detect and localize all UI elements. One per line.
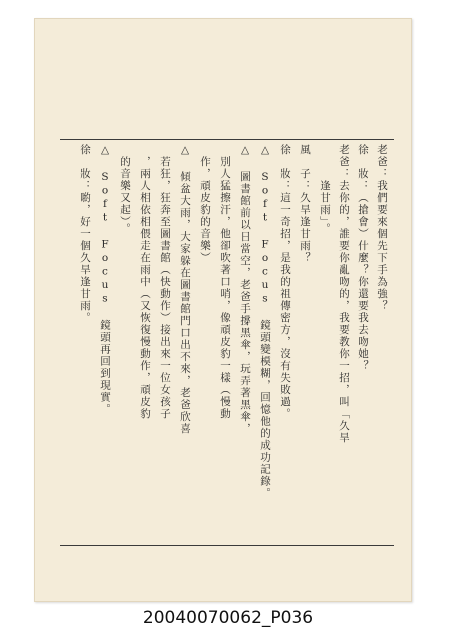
script-text-block (60, 139, 394, 546)
script-line: 徐 妝：喲，好一個久旱逢甘雨。 (79, 144, 91, 324)
script-line: △ Soft Focus 鏡頭變模糊，回憶他的成功記錄。 (259, 144, 271, 500)
script-line: 風 子：久旱逢甘雨？ (299, 144, 311, 264)
script-line: 別人猛擦汗，他卻吹著口哨，像頑皮豹一樣（慢動 (219, 144, 231, 420)
script-line: △ 傾盆大雨，大家躲在圖書館門口出不來，老爸欣喜 (179, 144, 191, 435)
archive-id-caption: 20040070062_P036 (142, 608, 314, 628)
script-line: 逢甘雨」。 (319, 144, 331, 235)
script-line: 老爸：去你的，誰要你亂吻的，我要教你一招，叫「久旱 (338, 144, 350, 444)
script-line: 徐 妝：（搶會）什麼？你還要我去吻她？ (357, 144, 369, 372)
script-line: 作，頑皮豹的音樂） (199, 144, 211, 264)
document-page (34, 18, 412, 602)
script-line: △ 圖書館前以日當空，老爸手撐黑傘，玩弄著黑傘， (239, 144, 251, 435)
script-line: 老爸：我們要來個先下手為強？ (376, 144, 388, 312)
script-line: 的音樂又起）。 (119, 144, 131, 235)
script-line: △ Soft Focus 鏡頭再回到現實。 (99, 144, 111, 416)
script-line: ，兩人相依相偎走在雨中（又恢復慢動作，頑皮豹 (139, 144, 151, 420)
script-line: 若狂，狂奔至圖書館（快動作）接出來一位女孩子 (159, 144, 171, 420)
script-line: 徐 妝：這一奇招，是我的祖傳密方，沒有失敗過。 (279, 144, 291, 420)
